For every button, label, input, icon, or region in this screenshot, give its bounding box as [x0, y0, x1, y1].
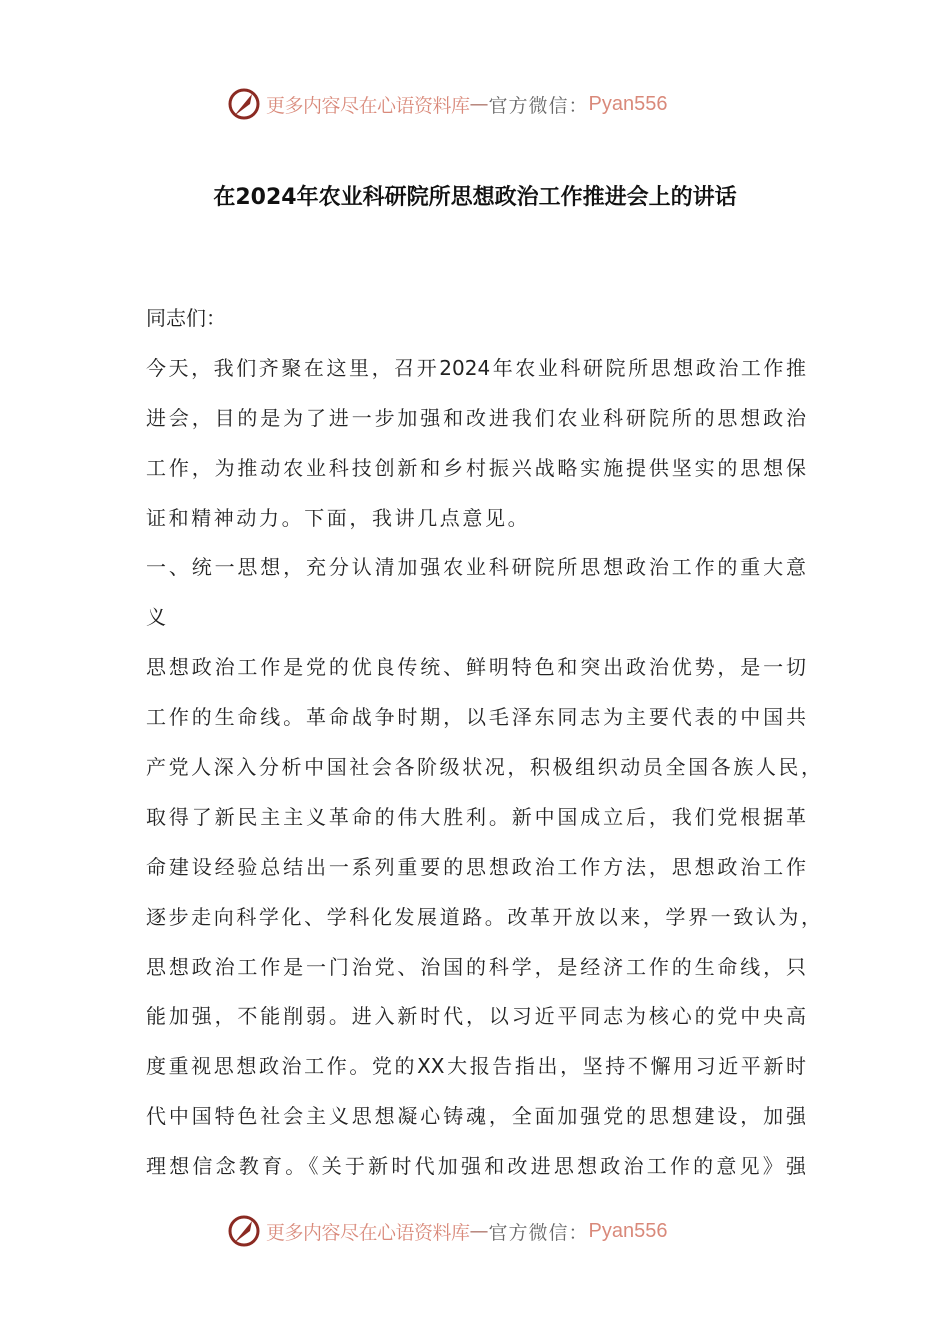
watermark-dash: — [469, 1220, 489, 1242]
text-line: 命建设经验总结出一系列重要的思想政治工作方法，思想政治工作 [146, 854, 806, 879]
text-line: 工作的生命线。革命战争时期，以毛泽东同志为主要代表的中国共 [146, 705, 806, 730]
section-heading: 义 [146, 605, 166, 630]
watermark-wechat-label: 官方微信： [488, 94, 589, 117]
watermark-footer [226, 1211, 726, 1251]
quill-logo-icon [226, 1213, 262, 1249]
text-line: 证和精神动力。下面，我讲几点意见。 [146, 505, 531, 530]
text-line: 度重视思想政治工作。党的XX大报告指出，坚持不懈用习近平新时 [146, 1054, 806, 1079]
text-line: 进会，目的是为了进一步加强和改进我们农业科研院所的思想政治 [146, 405, 806, 430]
text-line: 思想政治工作是党的优良传统、鲜明特色和突出政治优势，是一切 [146, 655, 806, 680]
watermark-wechat-label: 官方微信： [488, 1221, 589, 1244]
watermark-header [226, 84, 726, 124]
text-line: 今天，我们齐聚在这里，召开2024年农业科研院所思想政治工作推 [146, 355, 806, 380]
document-body [146, 300, 821, 1198]
quill-logo-icon [226, 86, 262, 122]
text-line: 能加强，不能削弱。进入新时代，以习近平同志为核心的党中央高 [146, 1004, 806, 1029]
text-line: 逐步走向科学化、学科化发展道路。改革开放以来，学界一致认为， [146, 904, 821, 929]
text-line: 思想政治工作是一门治党、治国的科学，是经济工作的生命线，只 [146, 954, 806, 979]
watermark-dash: — [469, 93, 489, 115]
text-line: 取得了新民主主义革命的伟大胜利。新中国成立后，我们党根据革 [146, 804, 806, 829]
watermark-wechat-id: Pyan556 [588, 1219, 668, 1242]
watermark-site: 更多内容尽在心语资料库 [266, 94, 470, 117]
page-title: 在2024年农业科研院所思想政治工作推进会上的讲话 [213, 185, 737, 210]
text-line: 工作，为推动农业科技创新和乡村振兴战略实施提供坚实的思想保 [146, 455, 806, 480]
text-line: 同志们： [146, 306, 226, 330]
text-line: 代中国特色社会主义思想凝心铸魂，全面加强党的思想建设，加强 [146, 1104, 806, 1129]
watermark-site: 更多内容尽在心语资料库 [266, 1221, 470, 1244]
text-line: 产党人深入分析中国社会各阶级状况，积极组织动员全国各族人民， [146, 755, 821, 780]
watermark-wechat-id: Pyan556 [588, 92, 668, 115]
section-heading: 一、统一思想，充分认清加强农业科研院所思想政治工作的重大意 [146, 555, 806, 580]
text-line: 理想信念教育。《关于新时代加强和改进思想政治工作的意见》强 [146, 1154, 806, 1179]
